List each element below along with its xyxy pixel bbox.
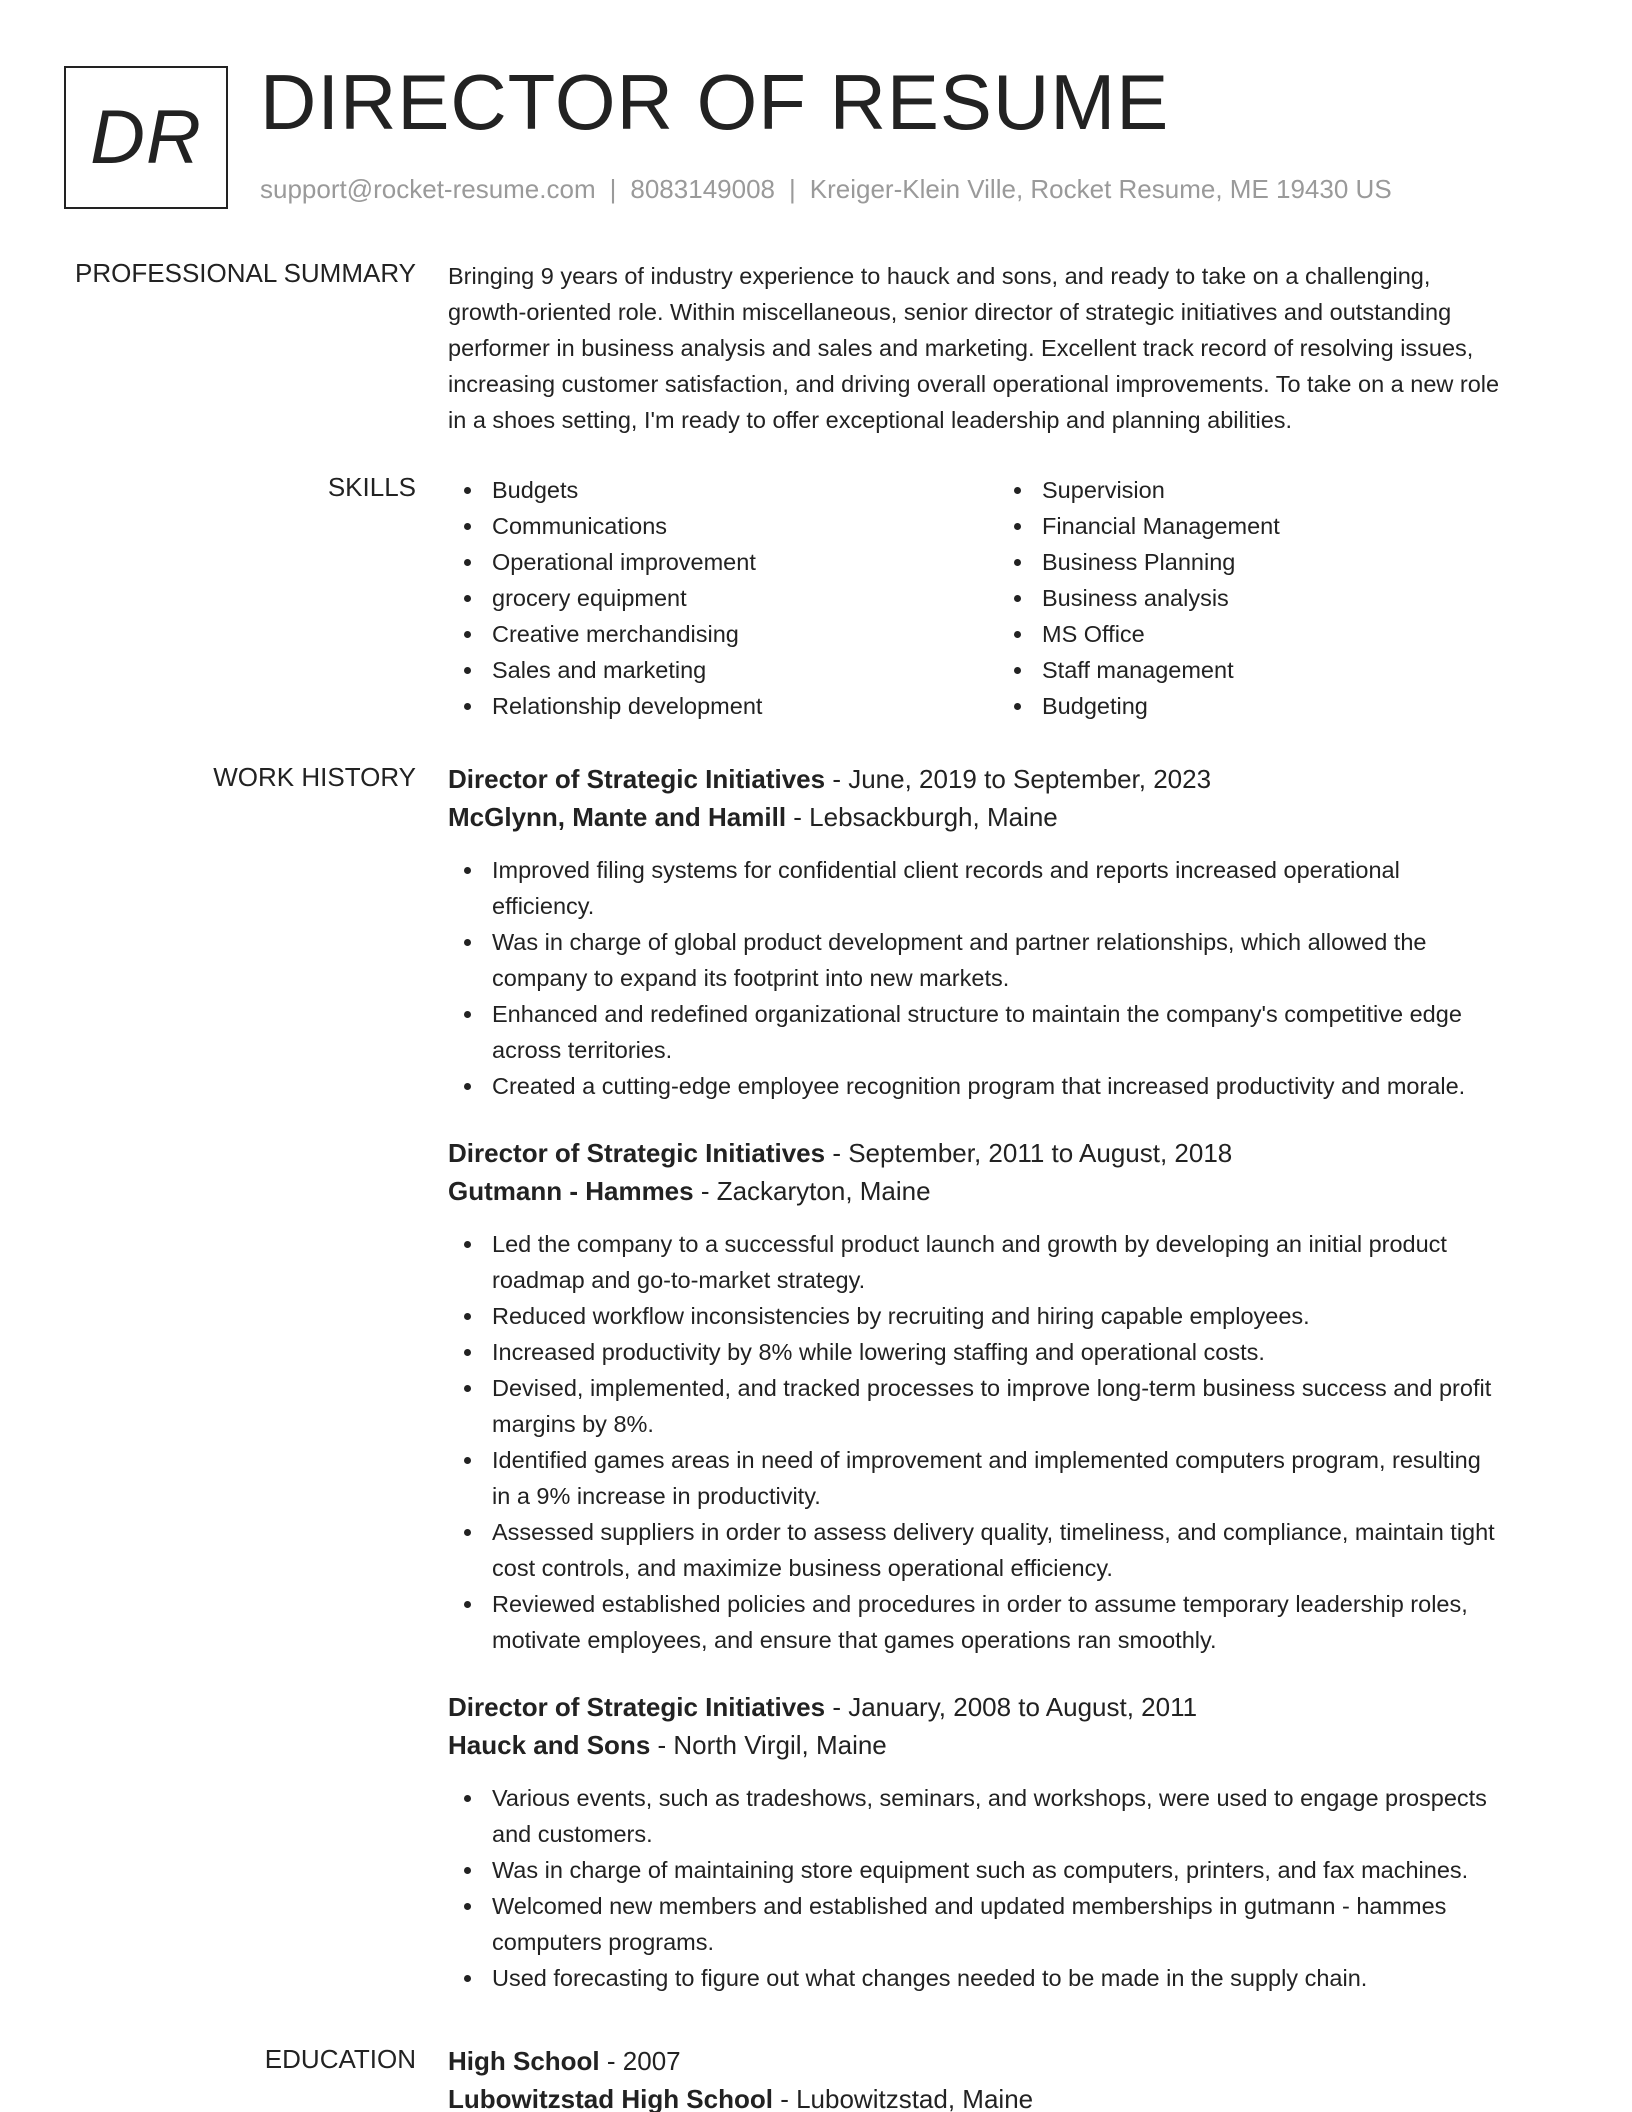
job-location: - Lebsackburgh, Maine (786, 802, 1058, 832)
job-title-line (448, 760, 1568, 798)
work-history-list (448, 760, 1568, 1996)
job-entry (448, 760, 1568, 1104)
skill-item: Relationship development (448, 688, 998, 724)
job-bullet: Created a cutting-edge employee recognition program that increased productivity and morale. (448, 1068, 1568, 1104)
job-bullet: Improved filing systems for confidential client records and reports increased operational efficiency. (448, 852, 1568, 924)
skill-item: Operational improvement (448, 544, 998, 580)
job-title: Director of Strategic Initiatives (448, 1692, 826, 1722)
contact-email: support@rocket-resume.com (260, 174, 596, 204)
skill-item: Communications (448, 508, 998, 544)
job-bullet: Assessed suppliers in order to assess delivery quality, timeliness, and compliance, maintain tight cost controls, and maximize business operational efficiency. (448, 1514, 1568, 1586)
monogram-logo: DR (64, 66, 228, 209)
job-entry (448, 1134, 1568, 1658)
job-entry (448, 1688, 1568, 1996)
job-bullets (448, 1780, 1568, 1996)
skill-item: Business Planning (998, 544, 1548, 580)
summary-line: growth-oriented role. Within miscellaneous, senior director of strategic initiatives and outstanding (448, 299, 1452, 325)
education-location: - Lubowitzstad, Maine (772, 2084, 1034, 2112)
job-location: - Zackaryton, Maine (693, 1176, 931, 1206)
job-bullet: Various events, such as tradeshows, seminars, and workshops, were used to engage prospects and customers. (448, 1780, 1568, 1852)
job-company-line (448, 1726, 1568, 1764)
job-location: - North Virgil, Maine (650, 1730, 887, 1760)
job-bullet: Led the company to a successful product launch and growth by developing an initial product roadmap and go-to-market strategy. (448, 1226, 1568, 1298)
job-title-line (448, 1134, 1568, 1172)
contact-separator: | (609, 174, 617, 204)
section-label-work-history: WORK HISTORY (213, 762, 416, 792)
job-title: Director of Strategic Initiatives (448, 1138, 826, 1168)
job-bullets (448, 1226, 1568, 1658)
skill-item: Budgeting (998, 688, 1548, 724)
education-year: - 2007 (599, 2046, 681, 2076)
summary-line: increasing customer satisfaction, and driving overall operational improvements. To take on a new role (448, 371, 1500, 397)
skills-list (448, 472, 1568, 724)
job-company-line (448, 798, 1568, 836)
resume-header (64, 58, 1564, 216)
section-label-education: EDUCATION (264, 2044, 416, 2074)
summary-line: in a shoes setting, I'm ready to offer exceptional leadership and planning abilities. (448, 407, 1293, 433)
skill-item: Sales and marketing (448, 652, 998, 688)
job-title-line (448, 1688, 1568, 1726)
job-bullet: Enhanced and redefined organizational structure to maintain the company's competitive edge across territories. (448, 996, 1568, 1068)
skill-item: Budgets (448, 472, 998, 508)
skill-item: Financial Management (998, 508, 1548, 544)
summary-line: Bringing 9 years of industry experience to hauck and sons, and ready to take on a challenging, (448, 263, 1431, 289)
contact-line (260, 174, 1392, 205)
education-entry (448, 2042, 1568, 2112)
summary-text (448, 258, 1568, 438)
skill-item: Supervision (998, 472, 1548, 508)
job-bullets (448, 852, 1568, 1104)
education-degree-line (448, 2042, 1568, 2080)
job-company: Gutmann - Hammes (448, 1176, 694, 1206)
education-school-line (448, 2080, 1568, 2112)
job-bullet: Devised, implemented, and tracked processes to improve long-term business success and profit margins by 8%. (448, 1370, 1568, 1442)
skill-item: Creative merchandising (448, 616, 998, 652)
section-label-summary: PROFESSIONAL SUMMARY (75, 258, 416, 288)
skills-column-right (998, 472, 1548, 724)
job-company: McGlynn, Mante and Hamill (448, 802, 787, 832)
contact-address: Kreiger-Klein Ville, Rocket Resume, ME 19430 US (809, 174, 1392, 204)
skill-item: grocery equipment (448, 580, 998, 616)
job-bullet: Was in charge of global product development and partner relationships, which allowed the company to expand its footprint into new markets. (448, 924, 1568, 996)
education-school: Lubowitzstad High School (448, 2084, 773, 2112)
job-bullet: Used forecasting to figure out what changes needed to be made in the supply chain. (448, 1960, 1568, 1996)
resume-name: DIRECTOR OF RESUME (260, 58, 1170, 146)
job-bullet: Identified games areas in need of improvement and implemented computers program, resulting in a 9% increase in productivity. (448, 1442, 1568, 1514)
skill-item: Business analysis (998, 580, 1548, 616)
summary-line: performer in business analysis and sales and marketing. Excellent track record of resolving issues, (448, 335, 1474, 361)
job-company: Hauck and Sons (448, 1730, 651, 1760)
skills-column-left (448, 472, 998, 724)
skill-item: Staff management (998, 652, 1548, 688)
job-bullet: Reduced workflow inconsistencies by recruiting and hiring capable employees. (448, 1298, 1568, 1334)
contact-phone: 8083149008 (630, 174, 775, 204)
job-dates: - September, 2011 to August, 2018 (825, 1138, 1233, 1168)
job-dates: - June, 2019 to September, 2023 (825, 764, 1212, 794)
job-bullet: Reviewed established policies and procedures in order to assume temporary leadership roles, motivate employees, and ensure that games operations ran smoothly. (448, 1586, 1568, 1658)
skill-item: MS Office (998, 616, 1548, 652)
section-label-skills: SKILLS (327, 472, 416, 502)
job-title: Director of Strategic Initiatives (448, 764, 826, 794)
job-bullet: Welcomed new members and established and updated memberships in gutmann - hammes computers programs. (448, 1888, 1568, 1960)
job-company-line (448, 1172, 1568, 1210)
education-degree: High School (448, 2046, 600, 2076)
contact-separator: | (789, 174, 796, 204)
job-bullet: Was in charge of maintaining store equipment such as computers, printers, and fax machines. (448, 1852, 1568, 1888)
job-bullet: Increased productivity by 8% while lowering staffing and operational costs. (448, 1334, 1568, 1370)
job-dates: - January, 2008 to August, 2011 (825, 1692, 1198, 1722)
